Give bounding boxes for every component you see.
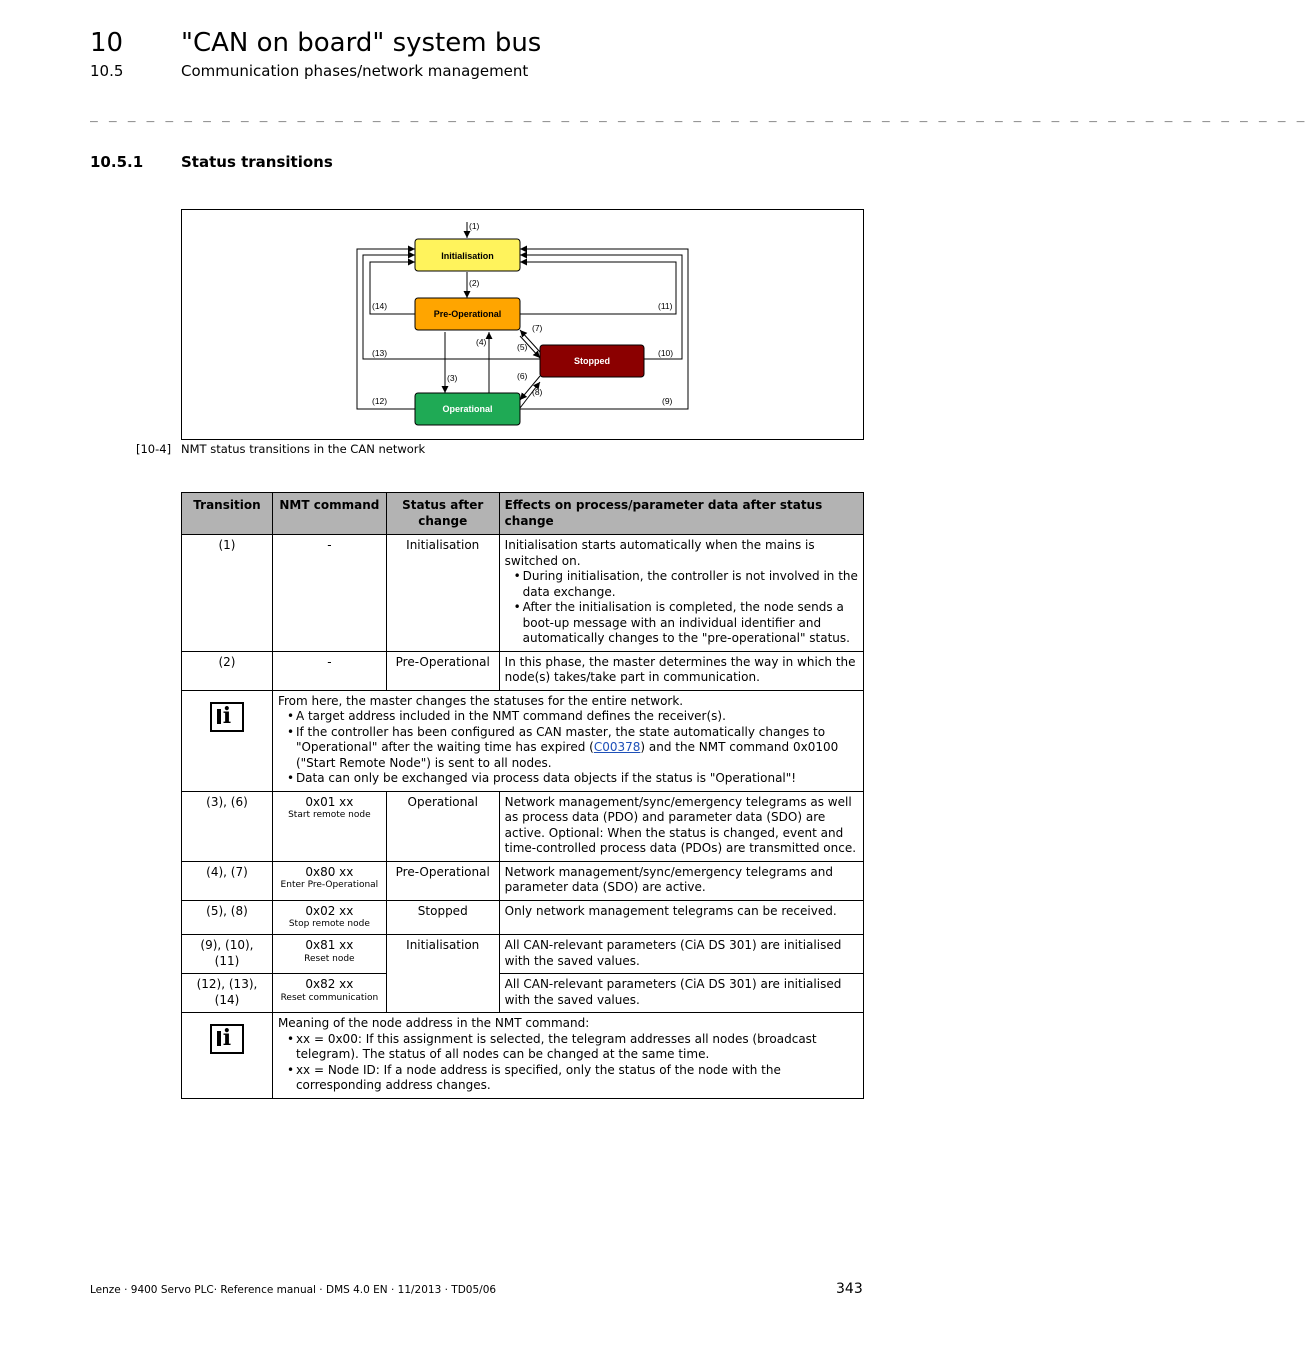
section-number: 10.5 xyxy=(90,62,124,80)
note-text: If the controller has been configured as CAN master, the state automatically changes to "Operational" after the waiting time has expired ( xyxy=(295,724,826,754)
transition-label-9: (9) xyxy=(662,396,673,406)
section-title: Communication phases/network management xyxy=(181,62,529,80)
cell-effect xyxy=(499,535,863,652)
transition-label-10: (10) xyxy=(658,348,674,358)
state-pre-operational-label: Pre-Operational xyxy=(433,309,502,319)
note-row xyxy=(182,1013,864,1099)
list-item: • xx = Node ID: If a node address is specified, only the status of the node with the corresponding address changes. xyxy=(296,1063,858,1094)
command-code: 0x82 xx xyxy=(305,977,354,991)
header-effects: Effects on process/parameter data after status change xyxy=(499,493,863,535)
transition-label-13: (13) xyxy=(372,348,388,358)
command-code: 0x81 xx xyxy=(305,938,354,952)
cell-transition: (3), (6) xyxy=(182,791,273,861)
header-nmt-command: NMT command xyxy=(272,493,386,535)
footer-text: Lenze · 9400 Servo PLC· Reference manual · DMS 4.0 EN · 11/2013 · TD05/06 xyxy=(90,1284,497,1296)
note-bullets xyxy=(278,709,858,787)
transition-label-8: (8) xyxy=(532,387,543,397)
transition-label-12: (12) xyxy=(372,396,388,406)
subsection-number: 10.5.1 xyxy=(90,153,144,171)
header-status-after-change: Status after change xyxy=(386,493,499,535)
cell-transition: (5), (8) xyxy=(182,900,273,935)
cell-transition: (1) xyxy=(182,535,273,652)
note-row xyxy=(182,690,864,791)
info-icon: i xyxy=(210,702,244,732)
command-code: 0x02 xx xyxy=(305,903,354,918)
table-header-row xyxy=(182,493,864,535)
cell-command xyxy=(272,974,386,1013)
transition-label-1: (1) xyxy=(469,221,480,231)
cell-effect: All CAN-relevant parameters (CiA DS 301) are initialised with the saved values. xyxy=(499,935,863,974)
cell-status: Initialisation xyxy=(386,535,499,652)
cell-transition: (4), (7) xyxy=(182,861,273,900)
transition-label-3: (3) xyxy=(447,373,458,383)
state-operational-label: Operational xyxy=(442,404,493,414)
header-rule: _ _ _ _ _ _ _ _ _ _ _ _ _ _ _ _ _ _ _ _ _ _ _ _ _ _ _ _ _ _ _ _ _ _ _ _ _ _ _ _ _ _ _ _ _ _ _ _ _ _ _ _ _ _ _ _ _ _ _ _ _ _ _ _ _ xyxy=(90,108,1306,123)
transition-label-5: (5) xyxy=(517,342,528,352)
note-cell xyxy=(272,1013,863,1099)
nmt-state-diagram xyxy=(181,209,864,440)
cell-effect: All CAN-relevant parameters (CiA DS 301) are initialised with the saved values. xyxy=(499,974,863,1013)
figure-caption-text: NMT status transitions in the CAN network xyxy=(181,442,426,456)
command-code: 0x80 xx xyxy=(305,864,354,879)
transition-label-2: (2) xyxy=(469,278,480,288)
state-initialisation-label: Initialisation xyxy=(441,251,494,261)
header-transition: Transition xyxy=(182,493,273,535)
figure-caption-number: [10-4] xyxy=(136,442,172,456)
cell-effect: Network management/sync/emergency telegrams as well as process data (PDO) and parameter data (SDO) are active. Optional: When the status is changed, event and time-controlled process data (PDOs) are transmitted once. xyxy=(499,791,863,861)
command-name: Start remote node xyxy=(288,810,371,820)
effect-bullets xyxy=(505,569,858,647)
list-item: • A target address included in the NMT command defines the receiver(s). xyxy=(296,709,858,725)
transition-label-4: (4) xyxy=(476,337,487,347)
transition-label-7: (7) xyxy=(532,323,543,333)
cell-effect: Only network management telegrams can be received. xyxy=(499,900,863,935)
list-item xyxy=(296,725,858,772)
cell-command xyxy=(272,900,386,935)
list-item: • After the initialisation is completed, the node sends a boot-up message with an individual identifier and automatically changes to the "pre-operational" status. xyxy=(523,600,858,647)
cell-command xyxy=(272,791,386,861)
cell-status: Initialisation xyxy=(386,935,499,1013)
note-icon-cell xyxy=(182,690,273,791)
cell-effect: Network management/sync/emergency telegrams and parameter data (SDO) are active. xyxy=(499,861,863,900)
nmt-transitions-table xyxy=(181,492,864,1099)
cell-transition: (2) xyxy=(182,651,273,690)
cell-status: Operational xyxy=(386,791,499,861)
cell-status: Stopped xyxy=(386,900,499,935)
cell-transition: (12), (13), (14) xyxy=(182,974,273,1013)
table-row xyxy=(182,535,864,652)
note-intro: From here, the master changes the statuses for the entire network. xyxy=(277,693,684,708)
table-row xyxy=(182,861,864,900)
command-name: Reset communication xyxy=(280,992,379,1003)
chapter-number: 10 xyxy=(90,28,124,58)
command-code: 0x01 xx xyxy=(305,794,354,809)
table-row xyxy=(182,974,864,1013)
note-cell xyxy=(272,690,863,791)
table-row xyxy=(182,791,864,861)
info-icon: i xyxy=(210,1024,244,1054)
cell-transition: (9), (10), (11) xyxy=(182,935,273,974)
cell-status: Pre-Operational xyxy=(386,861,499,900)
note-icon-cell xyxy=(182,1013,273,1099)
cell-command xyxy=(272,935,386,974)
subsection-title: Status transitions xyxy=(181,153,333,171)
transition-label-11: (11) xyxy=(658,301,673,311)
state-stopped-label: Stopped xyxy=(574,356,610,366)
transition-label-6: (6) xyxy=(517,371,528,381)
cell-status: Pre-Operational xyxy=(386,651,499,690)
table-row xyxy=(182,900,864,935)
command-name: Reset node xyxy=(304,953,355,964)
cell-command: - xyxy=(272,535,386,652)
command-name: Stop remote node xyxy=(288,919,370,929)
cell-command: - xyxy=(272,651,386,690)
state-pre-operational xyxy=(415,298,520,330)
list-item: • During initialisation, the controller is not involved in the data exchange. xyxy=(523,569,858,600)
table-row xyxy=(182,935,864,974)
cell-effect: In this phase, the master determines the way in which the node(s) takes/take part in communication. xyxy=(499,651,863,690)
note-text: ) and the NMT command 0x0100 ("Start Remote Node") is sent to all nodes. xyxy=(295,740,839,770)
chapter-title: "CAN on board" system bus xyxy=(181,28,542,58)
cell-command xyxy=(272,861,386,900)
state-initialisation xyxy=(415,239,520,271)
table-row xyxy=(182,651,864,690)
effect-text: Initialisation starts automatically when the mains is switched on. xyxy=(504,538,815,568)
list-item: • Data can only be exchanged via process data objects if the status is "Operational"! xyxy=(296,771,858,787)
note-intro: Meaning of the node address in the NMT command: xyxy=(277,1016,590,1030)
transition-label-14: (14) xyxy=(372,301,388,311)
command-name: Enter Pre-Operational xyxy=(280,880,379,890)
state-operational xyxy=(415,393,520,425)
state-stopped xyxy=(540,345,644,377)
page-number: 343 xyxy=(836,1281,863,1297)
note-bullets xyxy=(278,1032,858,1094)
list-item: • xx = 0x00: If this assignment is selected, the telegram addresses all nodes (broadcast telegram). The status of all nodes can be changed at the same time. xyxy=(296,1032,858,1063)
c00378-link[interactable]: C00378 xyxy=(593,740,641,754)
